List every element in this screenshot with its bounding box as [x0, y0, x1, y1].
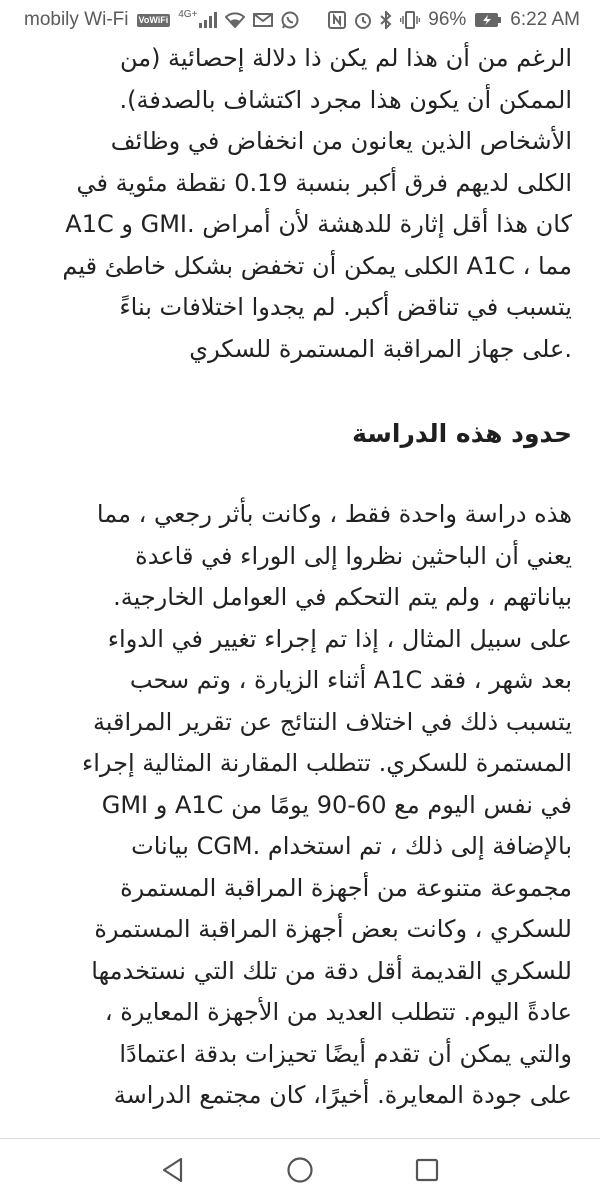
bluetooth-icon [380, 11, 392, 29]
section-heading: حدود هذه الدراسة [352, 419, 572, 448]
article-paragraph: الرغم من أن هذا لم يكن ذا دلالة إحصائية (من الممكن أن يكون هذا مجرد اكتشاف بالصدفة). الأشخاص الذين يعانون من انخفاض في وظائف الكلى لديهم فرق أكبر بنسبة 0.19 نقطة مئوية في كان هذا أقل إثارة للدهشة لأن أمراض .GMI و A1C مما ، A1C الكلى يمكن أن تخفض بشكل خاطئ قيم يتسبب في تناقض أكبر. لم يجدوا اختلافات بناءً .على جهاز المراقبة المستمرة للسكري [62, 44, 572, 363]
network-type-label: 4G+ [178, 8, 198, 20]
email-icon [253, 12, 273, 28]
status-bar-left [24, 9, 299, 31]
signal-icon [199, 12, 217, 28]
back-icon[interactable] [153, 1150, 193, 1190]
whatsapp-icon [281, 11, 299, 29]
battery-percent-label: 96% [428, 9, 467, 30]
home-icon[interactable] [280, 1150, 320, 1190]
vibrate-icon [400, 11, 420, 29]
status-bar-right [328, 9, 580, 31]
vowifi-badge: VoWiFi [138, 14, 169, 25]
battery-icon [474, 12, 502, 28]
nfc-icon [328, 11, 346, 29]
recents-icon[interactable] [407, 1150, 447, 1190]
article-content[interactable] [28, 38, 572, 1138]
carrier-label: mobily Wi-Fi [24, 9, 129, 30]
article-paragraph: هذه دراسة واحدة فقط ، وكانت بأثر رجعي ، مما يعني أن الباحثين نظروا إلى الوراء في قاعدة بياناتهم ، ولم يتم التحكم في العوامل الخارجية. على سبيل المثال ، إذا تم إجراء تغيير في الدواء بعد شهر ، فقد A1C أثناء الزيارة ، وتم سحب يتسبب ذلك في اختلاف النتائج عن تقرير المراقبة المستمرة للسكري. تتطلب المقارنة المثالية إجراء في نفس اليوم مع 60-90 يومًا من A1C و GMI بالإضافة إلى ذلك ، تم استخدام .CGM بيانات مجموعة متنوعة من أجهزة المراقبة المستمرة للسكري ، وكانت بعض أجهزة المراقبة المستمرة للسكري القديمة أقل دقة من تلك التي نستخدمها عادةً اليوم. تتطلب العديد من الأجهزة المعايرة ، والتي يمكن أن تقدم أيضًا تحيزات بدقة اعتمادًا على جودة المعايرة. أخيرًا، كان مجتمع الدراسة [81, 500, 572, 1109]
status-bar [0, 0, 600, 40]
alarm-icon [354, 11, 372, 29]
clock-label: 6:22 AM [510, 9, 580, 30]
navigation-bar [0, 1138, 600, 1200]
wifi-icon [225, 12, 245, 28]
